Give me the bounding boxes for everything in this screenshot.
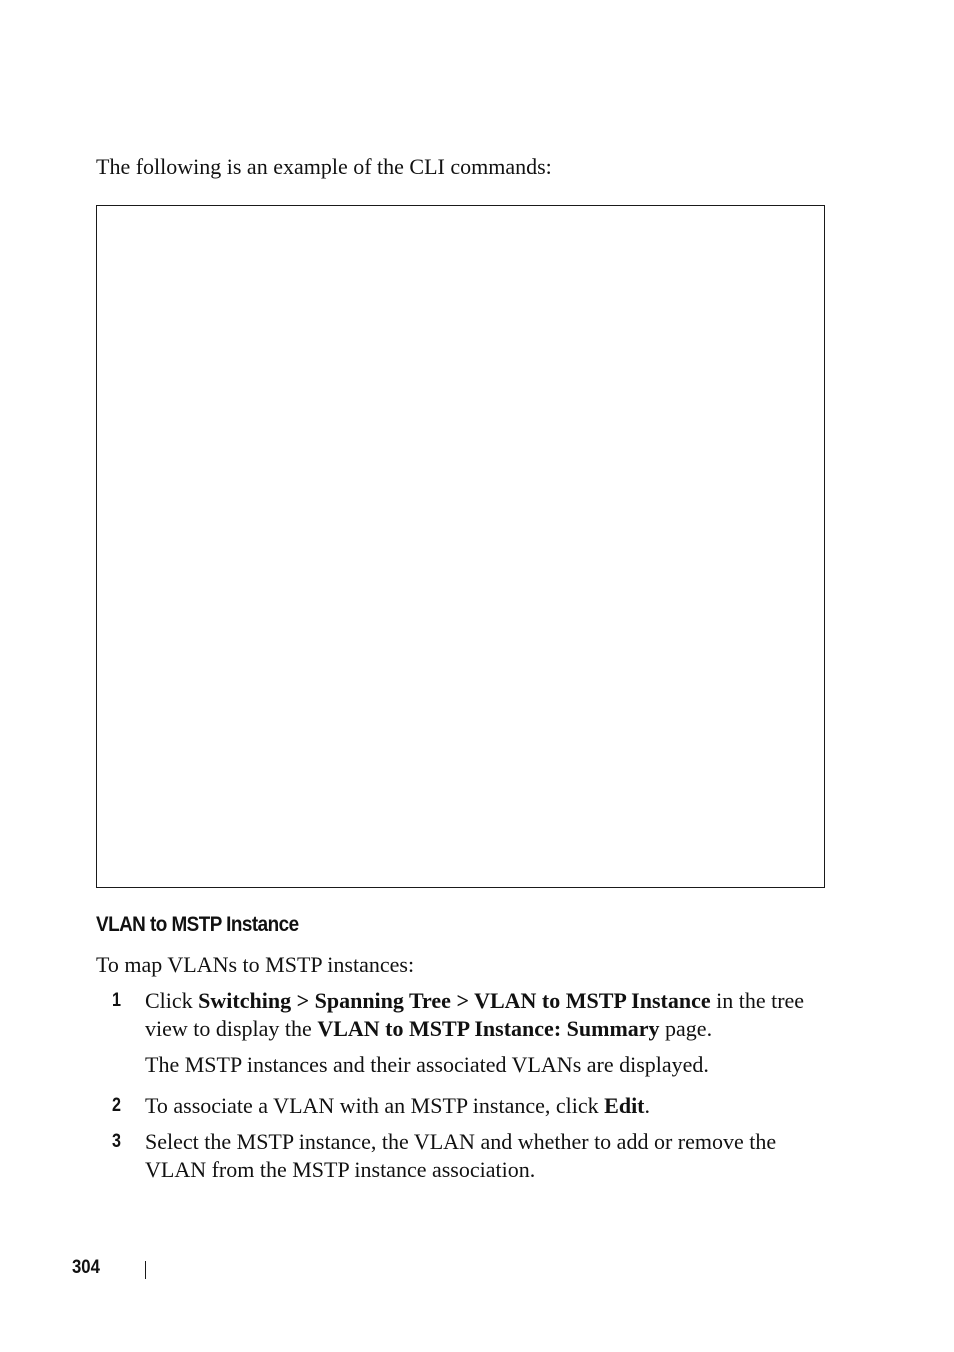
step-text: [145, 987, 835, 1042]
step-text-bold-part: Edit: [604, 1093, 645, 1118]
step-text-part: Select the MSTP instance, the VLAN and whether to add or remove the VLAN from the MSTP instance association.: [145, 1129, 777, 1182]
step-number: 2: [112, 1095, 121, 1116]
step-text-part: To associate a VLAN with an MSTP instance, click: [145, 1093, 605, 1118]
step-note: The MSTP instances and their associated VLANs are displayed.: [145, 1052, 709, 1077]
step-text: [145, 1092, 835, 1120]
cli-example-box: [96, 205, 825, 888]
step-text-part: page.: [659, 1015, 713, 1041]
step-number: 3: [112, 1131, 121, 1152]
section-heading: VLAN to MSTP Instance: [96, 913, 299, 936]
step-text-bold-part: VLAN to MSTP Instance: Summary: [317, 1015, 660, 1041]
intro-paragraph: The following is an example of the CLI commands:: [96, 154, 552, 179]
step-text-part: in the tree view to display the: [145, 988, 805, 1041]
step-text-part: .: [644, 1093, 651, 1118]
step-text: [145, 1128, 810, 1183]
step-text-bold-part: Switching > Spanning Tree > VLAN to MSTP Instance: [198, 988, 711, 1013]
step-number: 1: [112, 990, 121, 1011]
step-text-part: Click: [145, 988, 199, 1013]
page-number: 304: [72, 1257, 100, 1278]
section-lead-paragraph: To map VLANs to MSTP instances:: [96, 952, 415, 977]
footer-divider: [145, 1261, 146, 1279]
